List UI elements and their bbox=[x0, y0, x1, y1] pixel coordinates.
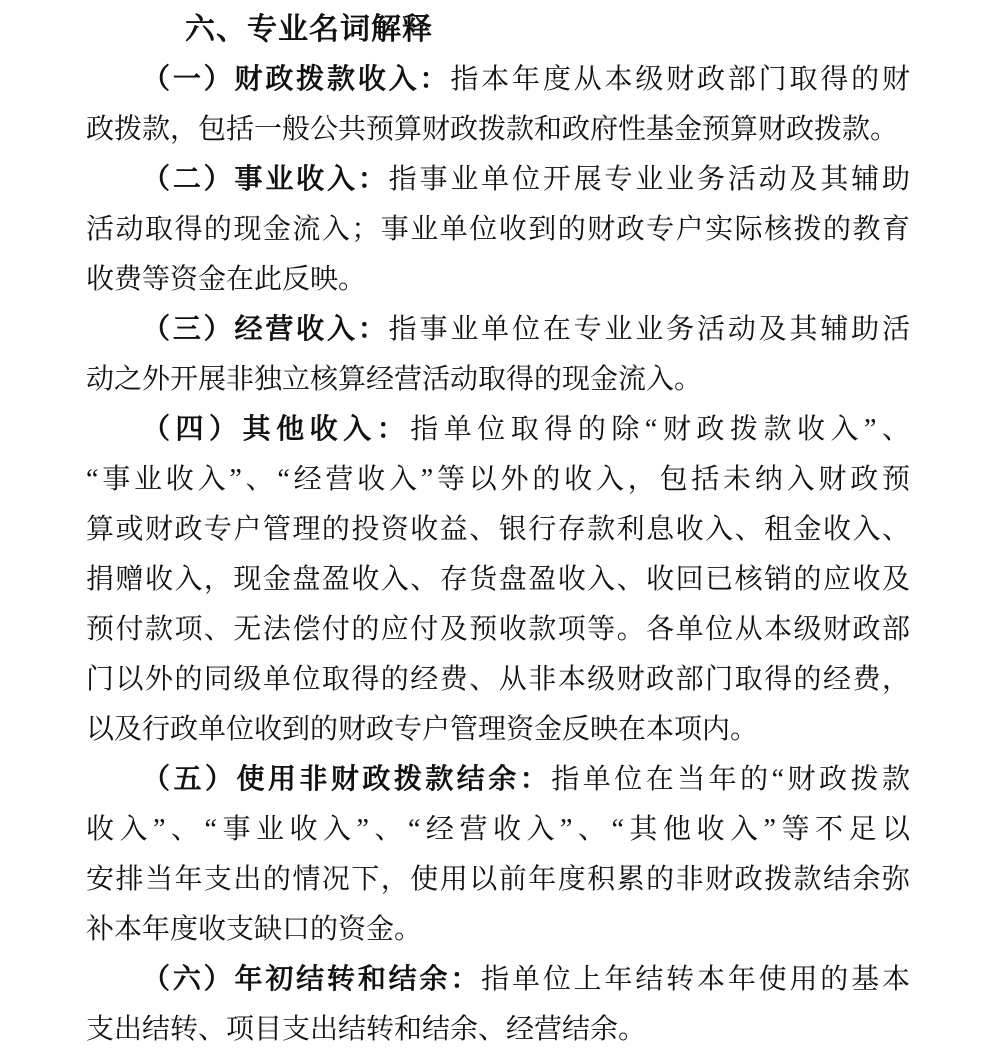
text-line bbox=[86, 955, 910, 1005]
term-label: （一）财政拨款收入： bbox=[142, 64, 451, 95]
definition-text: 指单位上年结转本年使用的基本 bbox=[481, 964, 910, 995]
definition-text: 指单位取得的除“财政拨款收入”、 bbox=[410, 414, 910, 445]
text-line: 预付款项、无法偿付的应付及预收款项等。各单位从本级财政部 bbox=[86, 614, 910, 645]
text-line: 门以外的同级单位取得的经费、从非本级财政部门取得的经费， bbox=[86, 664, 910, 695]
text-line bbox=[86, 305, 910, 355]
section-heading: 六、专业名词解释 bbox=[185, 13, 433, 46]
term-label: （六）年初结转和结余： bbox=[142, 964, 482, 995]
text-line: 收入”、“事业收入”、“经营收入”、“其他收入”等不足以 bbox=[86, 814, 910, 845]
text-line: 政拨款，包括一般公共预算财政拨款和政府性基金预算财政拨款。 bbox=[86, 114, 899, 145]
text-line: 活动取得的现金流入；事业单位收到的财政专户实际核拨的教育 bbox=[86, 214, 910, 245]
term-definition-6 bbox=[86, 955, 910, 1055]
term-label: （五）使用非财政拨款结余： bbox=[142, 764, 552, 795]
term-definition-1 bbox=[86, 55, 910, 155]
document-content bbox=[86, 5, 910, 1055]
term-definition-3 bbox=[86, 305, 910, 405]
text-line: 补本年度收支缺口的资金。 bbox=[86, 914, 423, 945]
text-line: 算或财政专户管理的投资收益、银行存款利息收入、租金收入、 bbox=[86, 514, 910, 545]
term-definition-5 bbox=[86, 755, 910, 955]
text-line: 以及行政单位收到的财政专户管理资金反映在本项内。 bbox=[86, 714, 759, 745]
text-line bbox=[86, 755, 910, 805]
text-line: 动之外开展非独立核算经营活动取得的现金流入。 bbox=[86, 364, 703, 395]
text-line: 收费等资金在此反映。 bbox=[86, 264, 367, 295]
term-label: （四）其他收入： bbox=[142, 414, 411, 445]
term-label: （三）经营收入： bbox=[142, 314, 389, 345]
definition-text: 指事业单位开展专业业务活动及其辅助 bbox=[388, 164, 910, 195]
text-line bbox=[86, 155, 910, 205]
definition-text: 指事业单位在专业业务活动及其辅助活 bbox=[388, 314, 910, 345]
text-line: 安排当年支出的情况下，使用以前年度积累的非财政拨款结余弥 bbox=[86, 864, 910, 895]
text-line bbox=[86, 405, 910, 455]
text-line: 支出结转、项目支出结转和结余、经营结余。 bbox=[86, 1014, 647, 1045]
text-line: 捐赠收入，现金盘盈收入、存货盘盈收入、收回已核销的应收及 bbox=[86, 564, 910, 595]
text-line bbox=[86, 55, 910, 105]
term-label: （二）事业收入： bbox=[142, 164, 389, 195]
term-definition-2 bbox=[86, 155, 910, 305]
term-definition-4 bbox=[86, 405, 910, 755]
definition-text: 指本年度从本级财政部门取得的财 bbox=[450, 64, 910, 95]
definition-text: 指单位在当年的“财政拨款 bbox=[551, 764, 910, 795]
text-line: “事业收入”、“经营收入”等以外的收入，包括未纳入财政预 bbox=[86, 464, 910, 495]
